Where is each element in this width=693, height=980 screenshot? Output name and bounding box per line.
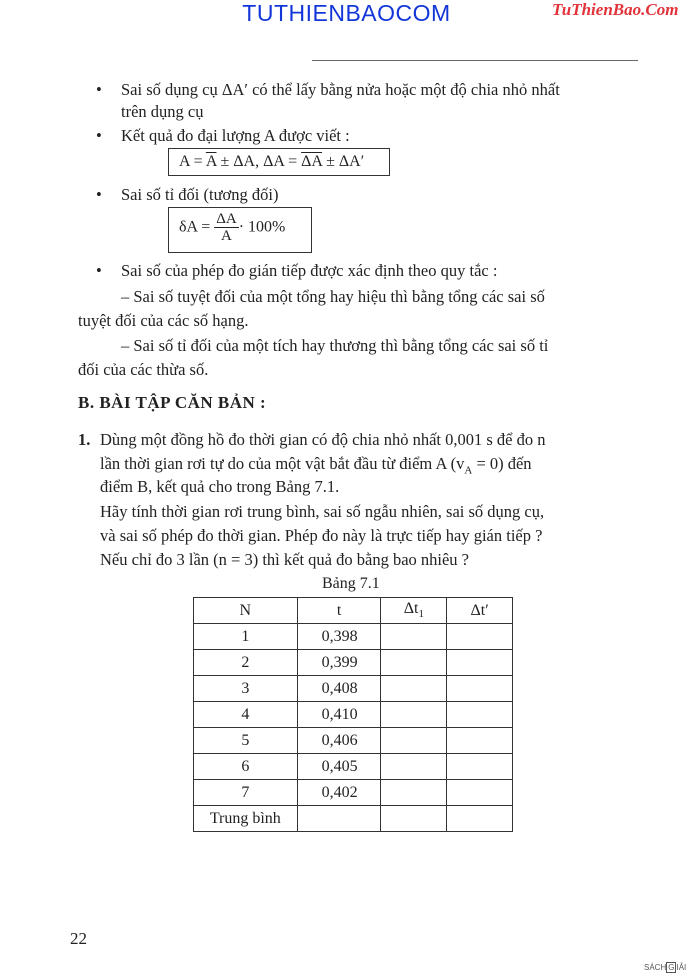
bullet-2: Kết quả đo đại lượng A được viết : <box>121 126 350 145</box>
question-line-6: Nếu chỉ đo 3 lần (n = 3) thì kết quả đo bằng bao nhiêu ? <box>100 550 470 569</box>
bullet-1-line-2: trên dụng cụ <box>121 102 204 121</box>
cell-n: 4 <box>194 702 298 728</box>
formula-2-rhs: · 100% <box>238 218 286 236</box>
bullet-3: Sai số tỉ đối (tương đối) <box>121 185 279 204</box>
header-dt1: $\Delta t_1$ <box>381 598 447 624</box>
formula-2-fraction <box>214 211 238 244</box>
site-title: TUTHIENBAOCOM <box>242 0 451 26</box>
table-caption: Bảng 7.1 <box>322 575 380 592</box>
cell-average-t <box>297 806 381 832</box>
question-line-2-a: lần thời gian rơi tự do của một vật bắt đầu từ điểm A (v <box>100 454 465 473</box>
bullet-4: Sai số của phép đo gián tiếp được xác định theo quy tắc : <box>121 261 498 280</box>
cell-n: 2 <box>194 650 298 676</box>
question-line-4: Hãy tính thời gian rơi trung bình, sai số ngẫu nhiên, sai số dụng cụ, <box>100 502 545 521</box>
formula-box-relative <box>168 207 312 253</box>
question-line-2-sub: A <box>464 464 473 477</box>
table-row <box>194 702 513 728</box>
table-row <box>194 624 513 650</box>
header-rule <box>312 60 638 61</box>
site-logo: TuThienBao.Com <box>552 0 679 19</box>
measurement-table <box>193 597 513 832</box>
header-dt-prime: Δt′ <box>447 598 513 624</box>
table-row <box>194 728 513 754</box>
header-t: t <box>297 598 381 624</box>
bullet-dot: • <box>96 126 102 145</box>
cell-t: 0,399 <box>297 650 381 676</box>
formula-box-result <box>168 148 390 176</box>
bullet-dot: • <box>96 185 102 204</box>
cell-dt1 <box>381 676 447 702</box>
table-header-row <box>194 598 513 624</box>
cell-dt-prime <box>447 728 513 754</box>
cell-dt1 <box>381 650 447 676</box>
formula-2-num: ΔA <box>216 211 237 227</box>
cell-n: 7 <box>194 780 298 806</box>
rule-2-line-1: – Sai số tỉ đối của một tích hay thương thì bằng tổng các sai số tỉ <box>121 336 549 355</box>
table-row <box>194 676 513 702</box>
cell-dt-prime <box>447 624 513 650</box>
cell-average-dt-prime <box>447 806 513 832</box>
cell-dt-prime <box>447 676 513 702</box>
question-number: 1. <box>78 430 91 449</box>
cell-dt1 <box>381 754 447 780</box>
cell-n: 5 <box>194 728 298 754</box>
question-line-3: điểm B, kết quả cho trong Bảng 7.1. <box>100 477 340 496</box>
cell-t: 0,405 <box>297 754 381 780</box>
bullet-dot: • <box>96 80 102 99</box>
cell-t: 0,406 <box>297 728 381 754</box>
cell-t: 0,402 <box>297 780 381 806</box>
cell-dt-prime <box>447 702 513 728</box>
table-row <box>194 780 513 806</box>
table-row <box>194 650 513 676</box>
rule-1-line-1: – Sai số tuyệt đối của một tổng hay hiệu thì bằng tổng các sai số <box>121 287 545 306</box>
cell-dt1 <box>381 780 447 806</box>
formula-1-abar: $\overline{A}$ <box>205 153 217 170</box>
formula-1-b: ± ΔA, ΔA = <box>216 153 302 170</box>
cell-average-label: Trung bình <box>194 806 298 832</box>
cell-dt1 <box>381 624 447 650</box>
rule-2-line-2: đối của các thừa số. <box>78 360 209 379</box>
question-line-1: Dùng một đồng hồ đo thời gian có độ chia nhỏ nhất 0,001 s để đo n <box>100 430 546 449</box>
formula-2-lhs: δA = <box>179 218 215 236</box>
cell-average-dt1 <box>381 806 447 832</box>
formula-1-a: A = <box>179 153 206 170</box>
cell-dt-prime <box>447 754 513 780</box>
cell-n: 3 <box>194 676 298 702</box>
page-number: 22 <box>70 929 87 948</box>
header-n: N <box>194 598 298 624</box>
cell-dt-prime <box>447 650 513 676</box>
table-footer-row <box>194 806 513 832</box>
footer-logo: SÁCH G IẢI <box>644 963 687 972</box>
cell-n: 6 <box>194 754 298 780</box>
formula-1-dabar: $\overline{\Delta A}$ <box>301 153 323 170</box>
cell-n: 1 <box>194 624 298 650</box>
question-line-5: và sai số phép đo thời gian. Phép đo này là trực tiếp hay gián tiếp ? <box>100 526 543 545</box>
cell-dt1 <box>381 702 447 728</box>
bullet-1-line-1: Sai số dụng cụ ΔA′ có thể lấy bằng nửa hoặc một độ chia nhỏ nhất <box>121 80 560 99</box>
cell-dt1 <box>381 728 447 754</box>
cell-t: 0,408 <box>297 676 381 702</box>
rule-1-line-2: tuyệt đối của các số hạng. <box>78 311 249 330</box>
formula-1-c: ± ΔA′ <box>322 153 365 170</box>
cell-t: 0,398 <box>297 624 381 650</box>
cell-dt-prime <box>447 780 513 806</box>
question-line-2-b: = 0) đến <box>472 454 532 473</box>
table-row <box>194 754 513 780</box>
bullet-dot: • <box>96 261 102 280</box>
formula-2-den: A <box>221 228 232 244</box>
section-b-title: B. BÀI TẬP CĂN BẢN : <box>78 393 267 412</box>
cell-t: 0,410 <box>297 702 381 728</box>
